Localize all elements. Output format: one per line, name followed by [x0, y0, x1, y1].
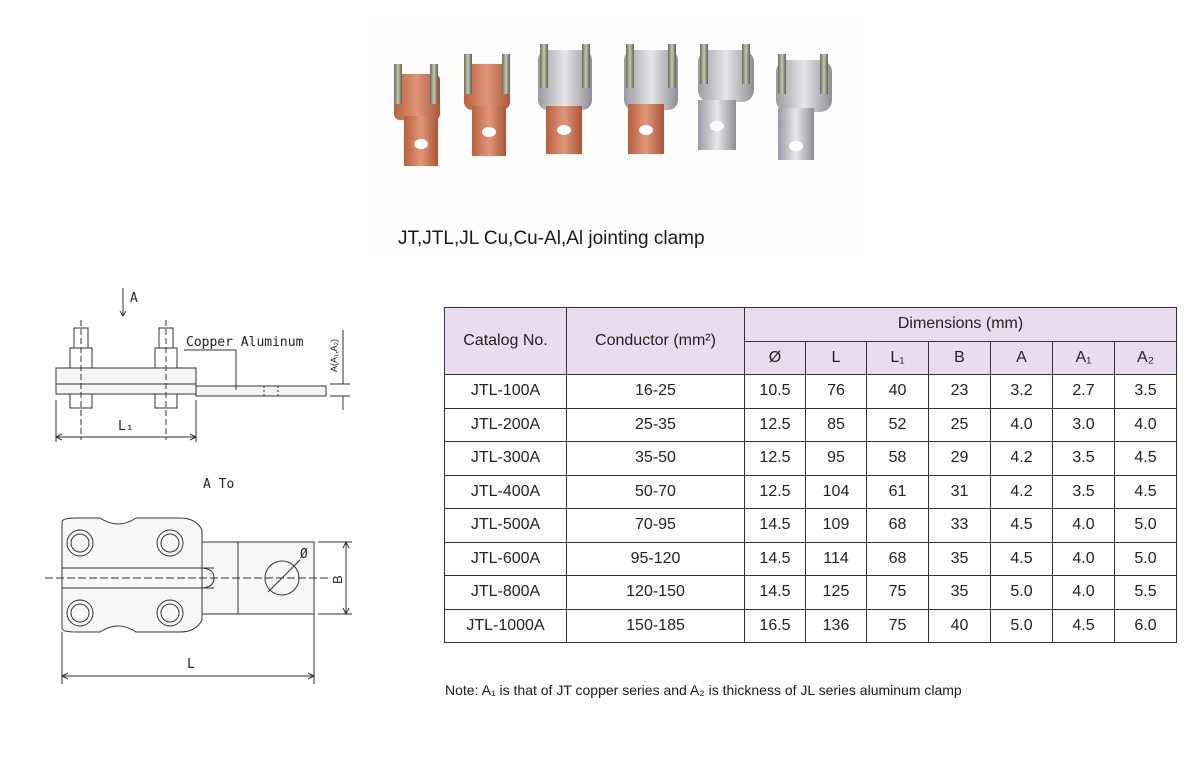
table-cell: 10.5 — [745, 375, 806, 409]
header-col: B — [929, 341, 991, 375]
table-cell: 14.5 — [745, 576, 806, 610]
label-phi: Ø — [300, 547, 308, 562]
table-row — [445, 576, 1177, 610]
table-cell: 12.5 — [745, 408, 806, 442]
table-cell: 14.5 — [745, 542, 806, 576]
table-cell: 35 — [929, 576, 991, 610]
table-cell: 2.7 — [1053, 375, 1115, 409]
table-cell: 31 — [929, 475, 991, 509]
header-col: A — [991, 341, 1053, 375]
table-cell: 75 — [867, 609, 929, 643]
table-cell: 70-95 — [567, 509, 745, 543]
table-cell: 3.2 — [991, 375, 1053, 409]
table-cell: 50-70 — [567, 475, 745, 509]
table-cell: 16-25 — [567, 375, 745, 409]
table-row — [445, 609, 1177, 643]
table-cell: 3.5 — [1053, 475, 1115, 509]
table-cell: 58 — [867, 442, 929, 476]
table-cell: 114 — [806, 542, 867, 576]
table-cell: 12.5 — [745, 442, 806, 476]
header-dimensions: Dimensions (mm) — [745, 308, 1177, 342]
table-cell: 5.0 — [991, 576, 1053, 610]
table-cell: 4.0 — [1053, 542, 1115, 576]
label-arrow-a: A — [130, 291, 138, 306]
label-a-dims: A(A₁,A₂) — [329, 338, 339, 372]
table-cell: 3.5 — [1053, 442, 1115, 476]
table-cell: 4.0 — [1053, 509, 1115, 543]
table-row — [445, 408, 1177, 442]
table-cell: 6.0 — [1115, 609, 1177, 643]
table-cell: 68 — [867, 509, 929, 543]
table-cell: 35 — [929, 542, 991, 576]
header-col: L₁ — [867, 341, 929, 375]
table-cell: JTL-1000A — [445, 609, 567, 643]
table-cell: 16.5 — [745, 609, 806, 643]
clamp-aluminum-2 — [776, 54, 832, 160]
table-cell: JTL-800A — [445, 576, 567, 610]
table-row — [445, 442, 1177, 476]
header-col: Ø — [745, 341, 806, 375]
table-cell: JTL-300A — [445, 442, 567, 476]
clamp-copper-2 — [464, 54, 510, 156]
table-cell: 4.0 — [1115, 408, 1177, 442]
table-row — [445, 475, 1177, 509]
table-cell: 61 — [867, 475, 929, 509]
table-cell: 95-120 — [567, 542, 745, 576]
table-cell: 4.0 — [1053, 576, 1115, 610]
table-cell: 109 — [806, 509, 867, 543]
table-cell: 5.0 — [991, 609, 1053, 643]
table-cell: 52 — [867, 408, 929, 442]
table-cell: JTL-100A — [445, 375, 567, 409]
dimensions-table — [444, 307, 1177, 643]
header-col: A₁ — [1053, 341, 1115, 375]
product-photo — [368, 16, 858, 256]
table-cell: JTL-400A — [445, 475, 567, 509]
table-cell: 104 — [806, 475, 867, 509]
table-cell: 85 — [806, 408, 867, 442]
table-cell: 4.0 — [991, 408, 1053, 442]
table-cell: 3.0 — [1053, 408, 1115, 442]
table-cell: JTL-200A — [445, 408, 567, 442]
table-cell: 4.2 — [991, 475, 1053, 509]
table-cell: 29 — [929, 442, 991, 476]
table-cell: 75 — [867, 576, 929, 610]
clamp-cu-al-1 — [538, 44, 592, 154]
header-catalog: Catalog No. — [445, 308, 567, 375]
table-cell: 125 — [806, 576, 867, 610]
technical-drawing — [0, 270, 420, 700]
label-material: Copper Aluminum — [186, 335, 304, 350]
table-cell: JTL-500A — [445, 509, 567, 543]
table-cell: 40 — [929, 609, 991, 643]
table-cell: JTL-600A — [445, 542, 567, 576]
table-cell: 25 — [929, 408, 991, 442]
table-cell: 76 — [806, 375, 867, 409]
table-cell: 4.5 — [1053, 609, 1115, 643]
label-view: A To — [203, 477, 235, 492]
header-col: A₂ — [1115, 341, 1177, 375]
table-cell: 136 — [806, 609, 867, 643]
table-cell: 4.5 — [991, 509, 1053, 543]
table-cell: 25-35 — [567, 408, 745, 442]
table-cell: 23 — [929, 375, 991, 409]
table-cell: 95 — [806, 442, 867, 476]
clamp-cu-al-2 — [624, 44, 678, 154]
table-cell: 4.5 — [1115, 442, 1177, 476]
table-cell: 33 — [929, 509, 991, 543]
table-cell: 5.0 — [1115, 509, 1177, 543]
product-caption: JT,JTL,JL Cu,Cu-Al,Al jointing clamp — [398, 228, 705, 249]
header-conductor: Conductor (mm²) — [567, 308, 745, 375]
table-cell: 3.5 — [1115, 375, 1177, 409]
label-l: L — [187, 657, 195, 672]
table-row — [445, 509, 1177, 543]
table-cell: 4.5 — [1115, 475, 1177, 509]
clamp-aluminum-1 — [698, 44, 754, 150]
table-cell: 5.5 — [1115, 576, 1177, 610]
clamp-copper-1 — [394, 64, 440, 166]
footnote: Note: A₁ is that of JT copper series and A₂ is thickness of JL series aluminum clamp — [445, 682, 962, 698]
table-cell: 68 — [867, 542, 929, 576]
table-row — [445, 375, 1177, 409]
label-l1: L₁ — [118, 419, 134, 434]
label-b: B — [330, 575, 345, 584]
table-cell: 12.5 — [745, 475, 806, 509]
table-cell: 35-50 — [567, 442, 745, 476]
table-cell: 150-185 — [567, 609, 745, 643]
table-cell: 40 — [867, 375, 929, 409]
table-cell: 4.5 — [991, 542, 1053, 576]
table-cell: 4.2 — [991, 442, 1053, 476]
table-cell: 14.5 — [745, 509, 806, 543]
table-cell: 120-150 — [567, 576, 745, 610]
table-row — [445, 542, 1177, 576]
header-col: L — [806, 341, 867, 375]
table-cell: 5.0 — [1115, 542, 1177, 576]
